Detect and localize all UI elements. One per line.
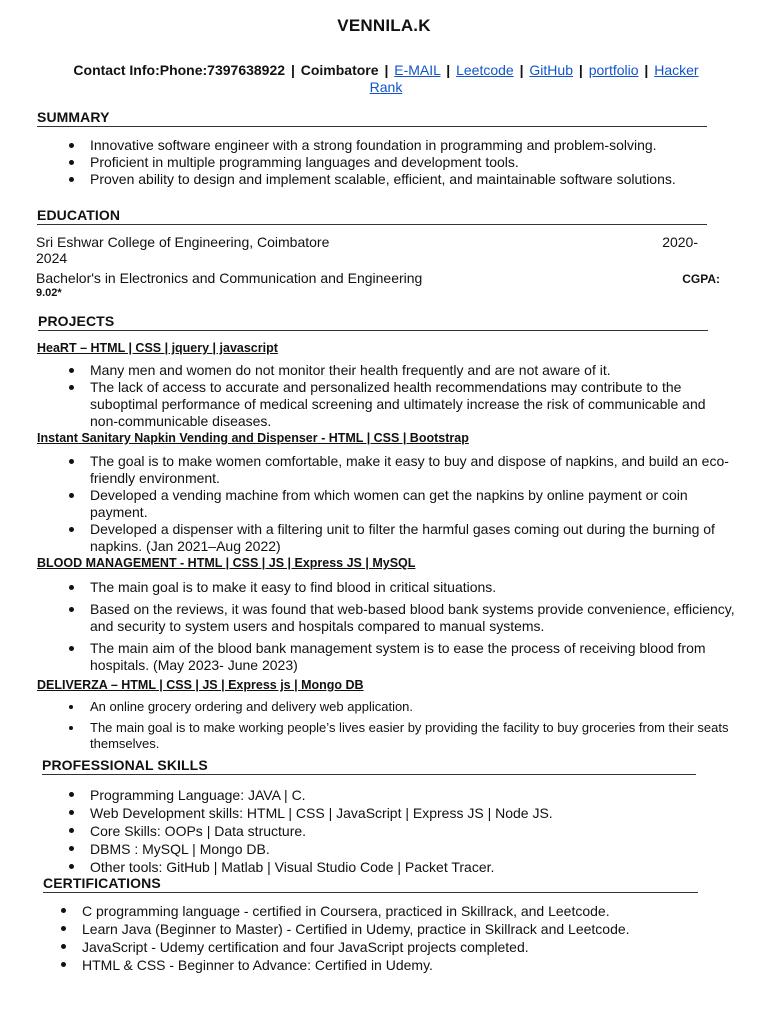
projects-heading-text: PROJECTS xyxy=(38,313,115,329)
list-item: The lack of access to accurate and personalized health recommendations may contribute to the suboptimal performance of medical screening and ultimately increase the risk of communicable and non-communicable diseases. xyxy=(36,379,730,430)
list-item: The main goal is to make working people’s lives easier by providing the facility to buy groceries from their seats themselves. xyxy=(36,720,736,752)
list-item: Proven ability to design and implement scalable, efficient, and maintainable software solutions. xyxy=(36,171,730,188)
hackerrank-link-text-1: Hacker xyxy=(654,62,699,78)
portfolio-link[interactable]: portfolio xyxy=(588,62,639,78)
github-link[interactable]: GitHub xyxy=(529,62,573,78)
list-item: Developed a vending machine from which women can get the napkins by online payment or coin payment. xyxy=(36,487,730,521)
list-item: Programming Language: JAVA | C. xyxy=(36,786,730,804)
list-item: Learn Java (Beginner to Master) - Certified in Udemy, practice in Skillrack and Leetcode. xyxy=(28,920,728,938)
cgpa-value: 9.02* xyxy=(36,287,62,299)
contact-separator: | xyxy=(644,62,649,78)
list-item: Many men and women do not monitor their health frequently and are not aware of it. xyxy=(36,362,730,379)
email-link[interactable]: E-MAIL xyxy=(394,62,441,78)
list-item: The goal is to make women comfortable, make it easy to buy and dispose of napkins, and build an eco-friendly environment. xyxy=(36,453,730,487)
certifications-heading xyxy=(43,875,698,893)
summary-list xyxy=(36,137,730,188)
project-title-deliverza: DELIVERZA – HTML | CSS | JS | Express js | Mongo DB xyxy=(37,678,364,692)
contact-separator: | xyxy=(384,62,389,78)
project-deliverza-list xyxy=(36,699,736,752)
summary-heading-text: SUMMARY xyxy=(37,109,110,125)
education-heading-text: EDUCATION xyxy=(37,207,121,223)
list-item: Based on the reviews, it was found that web-based blood bank systems provide convenience, efficiency, and security to system users and hospitals compared to manual systems. xyxy=(36,601,736,635)
hackerrank-link-text-2: Rank xyxy=(369,79,403,95)
list-item: DBMS : MySQL | Mongo DB. xyxy=(36,840,730,858)
projects-heading xyxy=(38,313,708,331)
list-item: An online grocery ordering and delivery web application. xyxy=(36,699,736,715)
skills-heading-text: PROFESSIONAL SKILLS xyxy=(42,757,208,773)
contact-city: Coimbatore xyxy=(300,62,379,78)
contact-separator: | xyxy=(446,62,451,78)
list-item: Other tools: GitHub | Matlab | Visual Studio Code | Packet Tracer. xyxy=(36,858,730,876)
project-napkin-list xyxy=(36,453,730,555)
list-item: Core Skills: OOPs | Data structure. xyxy=(36,822,730,840)
certifications-heading-text: CERTIFICATIONS xyxy=(43,875,161,891)
contact-separator: | xyxy=(290,62,295,78)
contact-separator: | xyxy=(578,62,583,78)
degree-name: Bachelor's in Electronics and Communication and Engineering xyxy=(36,270,423,286)
contact-phone: Contact Info:Phone:7397638922 xyxy=(73,62,286,78)
college-name: Sri Eshwar College of Engineering, Coimbatore xyxy=(36,234,330,250)
list-item: The main aim of the blood bank management system is to ease the process of receiving blood from hospitals. (May 2023- June 2023) xyxy=(36,640,736,674)
list-item: JavaScript - Udemy certification and four JavaScript projects completed. xyxy=(28,938,728,956)
leetcode-link[interactable]: Leetcode xyxy=(456,62,514,78)
candidate-name: VENNILA.K xyxy=(337,16,431,35)
certifications-list xyxy=(28,902,728,974)
education-year-start: 2020- xyxy=(662,234,698,250)
project-heart-list xyxy=(36,362,730,430)
list-item: Developed a dispenser with a filtering unit to filter the harmful gases coming out during the burning of napkins. (Jan 2021–Aug 2022) xyxy=(36,521,730,555)
list-item: Web Development skills: HTML | CSS | JavaScript | Express JS | Node JS. xyxy=(36,804,730,822)
cgpa-label: CGPA: xyxy=(682,272,720,286)
list-item: Innovative software engineer with a strong foundation in programming and problem-solving. xyxy=(36,137,730,154)
education-heading xyxy=(37,207,707,225)
contact-info xyxy=(36,62,736,96)
list-item: Proficient in multiple programming languages and development tools. xyxy=(36,154,730,171)
education-year-end: 2024 xyxy=(36,250,68,266)
skills-heading xyxy=(42,757,696,775)
project-title-napkin: Instant Sanitary Napkin Vending and Dispenser - HTML | CSS | Bootstrap xyxy=(37,431,469,445)
project-title-heart: HeaRT – HTML | CSS | jquery | javascript xyxy=(37,341,278,355)
contact-separator: | xyxy=(519,62,524,78)
list-item: HTML & CSS - Beginner to Advance: Certified in Udemy. xyxy=(28,956,728,974)
list-item: C programming language - certified in Coursera, practiced in Skillrack, and Leetcode. xyxy=(28,902,728,920)
project-title-blood: BLOOD MANAGEMENT - HTML | CSS | JS | Express JS | MySQL xyxy=(37,556,416,570)
skills-list xyxy=(36,786,730,876)
project-blood-list xyxy=(36,579,736,674)
list-item: The main goal is to make it easy to find blood in critical situations. xyxy=(36,579,736,596)
summary-heading xyxy=(37,109,707,127)
